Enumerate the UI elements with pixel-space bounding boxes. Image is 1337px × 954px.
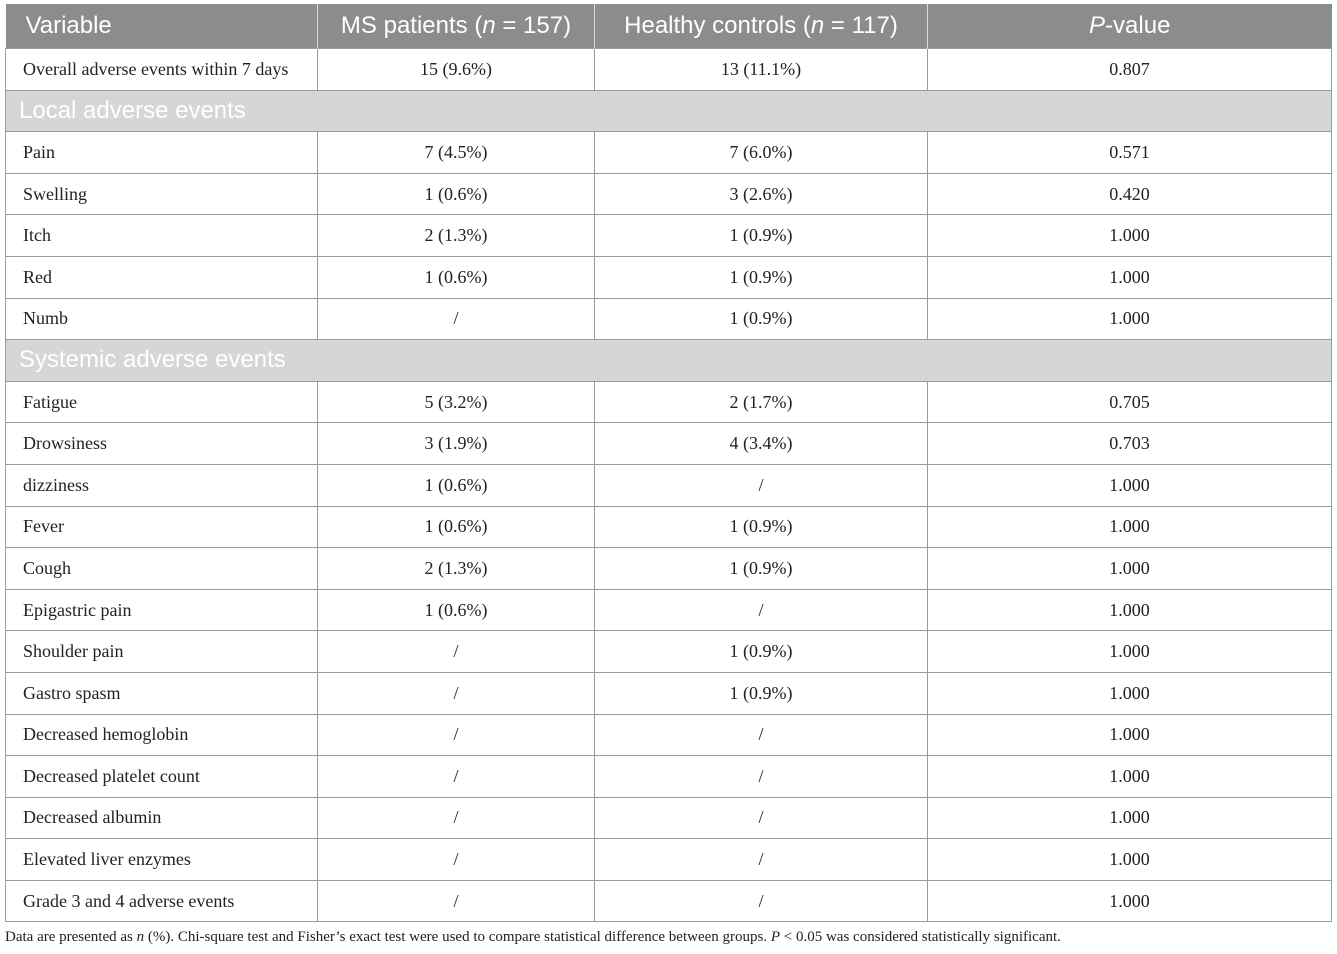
row-hc: / (595, 464, 928, 506)
table-row (6, 672, 1332, 714)
table-row (6, 506, 1332, 548)
overall-p: 0.807 (928, 49, 1332, 91)
row-ms: 1 (0.6%) (318, 256, 595, 298)
row-variable: Decreased hemoglobin (6, 714, 318, 756)
row-ms: / (318, 756, 595, 798)
row-variable: Pain (6, 132, 318, 174)
section-local-title: Local adverse events (6, 90, 1332, 132)
row-hc: 3 (2.6%) (595, 173, 928, 215)
row-hc: 1 (0.9%) (595, 256, 928, 298)
row-variable: Swelling (6, 173, 318, 215)
row-p: 1.000 (928, 672, 1332, 714)
row-ms: / (318, 631, 595, 673)
row-ms: 3 (1.9%) (318, 423, 595, 465)
table-row (6, 714, 1332, 756)
section-systemic-title: Systemic adverse events (6, 340, 1332, 382)
row-variable: Drowsiness (6, 423, 318, 465)
header-healthy-controls: Healthy controls (n = 117) (595, 4, 928, 49)
table-row (6, 298, 1332, 340)
row-variable: Epigastric pain (6, 589, 318, 631)
table-row (6, 631, 1332, 673)
table-row (6, 464, 1332, 506)
overall-row (6, 49, 1332, 91)
table-row (6, 756, 1332, 798)
row-ms: / (318, 880, 595, 922)
row-hc: / (595, 880, 928, 922)
row-p: 1.000 (928, 714, 1332, 756)
row-ms: 1 (0.6%) (318, 589, 595, 631)
row-hc: 1 (0.9%) (595, 298, 928, 340)
table-row (6, 880, 1332, 922)
row-ms: 1 (0.6%) (318, 173, 595, 215)
row-p: 1.000 (928, 839, 1332, 881)
row-ms: / (318, 714, 595, 756)
row-p: 0.571 (928, 132, 1332, 174)
adverse-events-table (5, 4, 1332, 922)
row-variable: dizziness (6, 464, 318, 506)
table-row (6, 381, 1332, 423)
row-hc: / (595, 756, 928, 798)
row-variable: Decreased platelet count (6, 756, 318, 798)
row-p: 0.420 (928, 173, 1332, 215)
table-header (6, 4, 1332, 49)
table-row (6, 256, 1332, 298)
row-p: 1.000 (928, 631, 1332, 673)
overall-variable: Overall adverse events within 7 days (6, 49, 318, 91)
row-ms: 2 (1.3%) (318, 215, 595, 257)
row-p: 1.000 (928, 256, 1332, 298)
row-hc: / (595, 589, 928, 631)
row-variable: Decreased albumin (6, 797, 318, 839)
table-row (6, 215, 1332, 257)
row-p: 1.000 (928, 506, 1332, 548)
row-hc: / (595, 797, 928, 839)
row-variable: Shoulder pain (6, 631, 318, 673)
table-row (6, 173, 1332, 215)
table-row (6, 548, 1332, 590)
row-hc: 1 (0.9%) (595, 215, 928, 257)
row-p: 1.000 (928, 298, 1332, 340)
table-row (6, 589, 1332, 631)
adverse-events-table-container (5, 4, 1331, 922)
row-hc: 1 (0.9%) (595, 672, 928, 714)
row-variable: Numb (6, 298, 318, 340)
row-hc: 1 (0.9%) (595, 631, 928, 673)
row-variable: Gastro spasm (6, 672, 318, 714)
row-ms: / (318, 298, 595, 340)
header-ms-patients: MS patients (n = 157) (318, 4, 595, 49)
table-row (6, 797, 1332, 839)
row-variable: Elevated liver enzymes (6, 839, 318, 881)
row-p: 0.703 (928, 423, 1332, 465)
row-ms: 1 (0.6%) (318, 464, 595, 506)
row-p: 1.000 (928, 215, 1332, 257)
row-p: 1.000 (928, 880, 1332, 922)
row-hc: / (595, 839, 928, 881)
row-p: 1.000 (928, 464, 1332, 506)
row-hc: 2 (1.7%) (595, 381, 928, 423)
header-p-value: P-value (928, 4, 1332, 49)
overall-hc: 13 (11.1%) (595, 49, 928, 91)
row-ms: 5 (3.2%) (318, 381, 595, 423)
row-variable: Cough (6, 548, 318, 590)
table-footnote: Data are presented as n (%). Chi-square test and Fisher’s exact test were used to compare statistical difference between groups. P < 0.05 was considered statistically significant. (5, 929, 1061, 945)
row-variable: Itch (6, 215, 318, 257)
row-variable: Fatigue (6, 381, 318, 423)
table-row (6, 132, 1332, 174)
row-p: 1.000 (928, 756, 1332, 798)
row-ms: 2 (1.3%) (318, 548, 595, 590)
row-hc: / (595, 714, 928, 756)
row-ms: 7 (4.5%) (318, 132, 595, 174)
row-hc: 7 (6.0%) (595, 132, 928, 174)
row-variable: Fever (6, 506, 318, 548)
row-ms: / (318, 797, 595, 839)
section-local (6, 90, 1332, 132)
row-variable: Grade 3 and 4 adverse events (6, 880, 318, 922)
header-variable: Variable (6, 4, 318, 49)
header-row (6, 4, 1332, 49)
table-row (6, 423, 1332, 465)
row-p: 1.000 (928, 797, 1332, 839)
row-ms: / (318, 839, 595, 881)
row-ms: / (318, 672, 595, 714)
row-hc: 1 (0.9%) (595, 506, 928, 548)
row-p: 1.000 (928, 548, 1332, 590)
table-row (6, 839, 1332, 881)
row-variable: Red (6, 256, 318, 298)
row-ms: 1 (0.6%) (318, 506, 595, 548)
row-p: 1.000 (928, 589, 1332, 631)
table-body (6, 49, 1332, 922)
row-p: 0.705 (928, 381, 1332, 423)
section-systemic (6, 340, 1332, 382)
row-hc: 1 (0.9%) (595, 548, 928, 590)
overall-ms: 15 (9.6%) (318, 49, 595, 91)
row-hc: 4 (3.4%) (595, 423, 928, 465)
